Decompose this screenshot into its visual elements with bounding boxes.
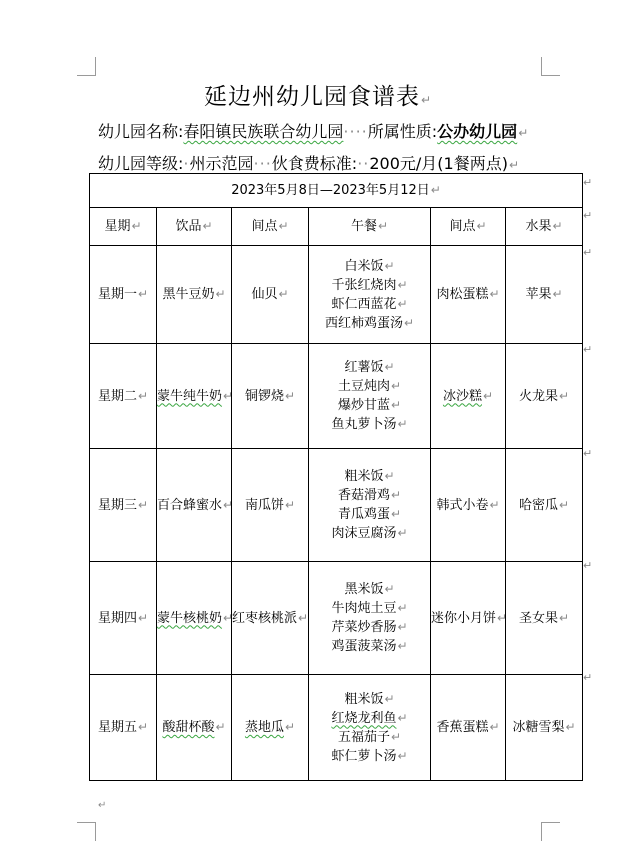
snack-pm-cell[interactable]: 冰沙糕↵ bbox=[431, 344, 506, 449]
drink-cell[interactable]: 蒙牛核桃奶↵ bbox=[157, 562, 232, 675]
header-fruit[interactable]: 水果↵ bbox=[506, 208, 583, 246]
table-row bbox=[90, 246, 583, 344]
table-row bbox=[90, 344, 583, 449]
kindergarten-info-line[interactable]: 幼儿园名称:春阳镇民族联合幼儿园····所属性质:公办幼儿园↵ bbox=[98, 122, 529, 141]
lunch-cell[interactable]: 红薯饭↵ 土豆炖肉↵ 爆炒甘蓝↵ 鱼丸萝卜汤↵ bbox=[309, 344, 431, 449]
table-row bbox=[90, 562, 583, 675]
drink-cell[interactable]: 黑牛豆奶↵ bbox=[157, 246, 232, 344]
grade-value: 州示范园 bbox=[189, 154, 254, 173]
snack-am-cell[interactable]: 蒸地瓜↵ bbox=[232, 675, 309, 781]
lunch-cell[interactable]: 粗米饭↵ 红烧龙利鱼↵ 五福茄子↵ 虾仁萝卜汤↵ bbox=[309, 675, 431, 781]
snack-pm-cell[interactable]: 肉松蛋糕↵ bbox=[431, 246, 506, 344]
snack-pm-cell[interactable]: 迷你小月饼↵ bbox=[431, 562, 506, 675]
day-cell[interactable]: 星期三↵ bbox=[90, 449, 157, 562]
document-title[interactable]: 延边州幼儿园食谱表↵ bbox=[203, 84, 433, 110]
fruit-cell[interactable]: 冰糖雪梨↵ bbox=[506, 675, 583, 781]
header-day[interactable]: 星期↵ bbox=[90, 208, 157, 246]
day-cell[interactable]: 星期一↵ bbox=[90, 246, 157, 344]
row-end-mark: ↵ bbox=[583, 559, 593, 572]
day-cell[interactable]: 星期四↵ bbox=[90, 562, 157, 675]
fee-value: 200元/月(1餐两点) bbox=[369, 154, 508, 173]
nature-value: 公办幼儿园 bbox=[437, 122, 518, 141]
date-range-cell[interactable]: 2023年5月8日—2023年5月12日↵ bbox=[90, 174, 583, 208]
row-end-mark: ↵ bbox=[583, 343, 593, 356]
lunch-cell[interactable]: 粗米饭↵ 香菇滑鸡↵ 青瓜鸡蛋↵ 肉沫豆腐汤↵ bbox=[309, 449, 431, 562]
page-corner-mark bbox=[541, 57, 560, 76]
fruit-cell[interactable]: 圣女果↵ bbox=[506, 562, 583, 675]
snack-am-cell[interactable]: 红枣核桃派↵ bbox=[232, 562, 309, 675]
snack-pm-cell[interactable]: 韩式小卷↵ bbox=[431, 449, 506, 562]
nature-label: 所属性质: bbox=[367, 122, 438, 141]
drink-cell[interactable]: 酸甜杯酸↵ bbox=[157, 675, 232, 781]
page-corner-mark bbox=[541, 822, 560, 841]
row-end-mark: ↵ bbox=[583, 209, 593, 222]
day-cell[interactable]: 星期五↵ bbox=[90, 675, 157, 781]
snack-am-cell[interactable]: 仙贝↵ bbox=[232, 246, 309, 344]
page-corner-mark bbox=[77, 822, 96, 841]
day-cell[interactable]: 星期二↵ bbox=[90, 344, 157, 449]
paragraph-mark: ↵ bbox=[98, 800, 107, 811]
page-corner-mark bbox=[77, 57, 96, 76]
grade-label: 幼儿园等级: bbox=[98, 154, 184, 173]
row-end-mark: ↵ bbox=[583, 671, 593, 684]
fee-label: 伙食费标准: bbox=[271, 154, 358, 173]
header-lunch[interactable]: 午餐↵ bbox=[309, 208, 431, 246]
grade-fee-line[interactable]: 幼儿园等级:·州示范园···伙食费标准:··200元/月(1餐两点)↵ bbox=[98, 154, 520, 173]
lunch-cell[interactable]: 白米饭↵ 千张红烧肉↵ 虾仁西蓝花↵ 西红柿鸡蛋汤↵ bbox=[309, 246, 431, 344]
name-value: 春阳镇民族联合幼儿园 bbox=[183, 122, 344, 141]
fruit-cell[interactable]: 哈密瓜↵ bbox=[506, 449, 583, 562]
header-snack-am[interactable]: 间点↵ bbox=[232, 208, 309, 246]
header-snack-pm[interactable]: 间点↵ bbox=[431, 208, 506, 246]
table-row bbox=[90, 449, 583, 562]
table-row bbox=[90, 675, 583, 781]
menu-table bbox=[89, 173, 583, 781]
fruit-cell[interactable]: 苹果↵ bbox=[506, 246, 583, 344]
header-drink[interactable]: 饮品↵ bbox=[157, 208, 232, 246]
fruit-cell[interactable]: 火龙果↵ bbox=[506, 344, 583, 449]
name-label: 幼儿园名称: bbox=[98, 122, 184, 141]
drink-cell[interactable]: 百合蜂蜜水↵ bbox=[157, 449, 232, 562]
snack-pm-cell[interactable]: 香蕉蛋糕↵ bbox=[431, 675, 506, 781]
snack-am-cell[interactable]: 南瓜饼↵ bbox=[232, 449, 309, 562]
drink-cell[interactable]: 蒙牛纯牛奶↵ bbox=[157, 344, 232, 449]
row-end-mark: ↵ bbox=[583, 246, 593, 259]
lunch-cell[interactable]: 黑米饭↵ 牛肉炖土豆↵ 芹菜炒香肠↵ 鸡蛋菠菜汤↵ bbox=[309, 562, 431, 675]
row-end-mark: ↵ bbox=[583, 447, 593, 460]
snack-am-cell[interactable]: 铜锣烧↵ bbox=[232, 344, 309, 449]
row-end-mark: ↵ bbox=[583, 176, 593, 189]
